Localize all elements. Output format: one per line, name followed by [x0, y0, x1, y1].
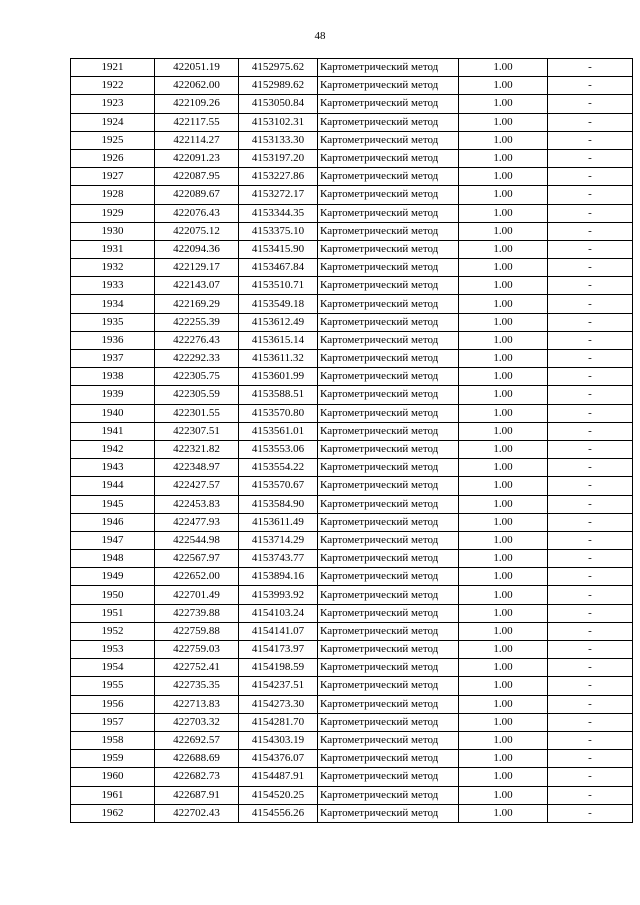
note-cell: - — [548, 204, 633, 222]
method-cell: Картометрический метод — [318, 77, 459, 95]
point-number-cell: 1938 — [71, 368, 155, 386]
y-coordinate-cell: 4153570.67 — [239, 477, 318, 495]
y-coordinate-cell: 4153272.17 — [239, 186, 318, 204]
x-coordinate-cell: 422114.27 — [155, 131, 239, 149]
point-number-cell: 1960 — [71, 768, 155, 786]
x-coordinate-cell: 422687.91 — [155, 786, 239, 804]
accuracy-cell: 1.00 — [459, 695, 548, 713]
table-row — [71, 440, 633, 458]
y-coordinate-cell: 4154520.25 — [239, 786, 318, 804]
y-coordinate-cell: 4153714.29 — [239, 531, 318, 549]
x-coordinate-cell: 422453.83 — [155, 495, 239, 513]
point-number-cell: 1934 — [71, 295, 155, 313]
method-cell: Картометрический метод — [318, 695, 459, 713]
table-row — [71, 222, 633, 240]
x-coordinate-cell: 422759.88 — [155, 622, 239, 640]
table-row — [71, 768, 633, 786]
table-row — [71, 459, 633, 477]
note-cell: - — [548, 586, 633, 604]
method-cell: Картометрический метод — [318, 204, 459, 222]
y-coordinate-cell: 4153467.84 — [239, 259, 318, 277]
method-cell: Картометрический метод — [318, 168, 459, 186]
y-coordinate-cell: 4154281.70 — [239, 713, 318, 731]
accuracy-cell: 1.00 — [459, 59, 548, 77]
note-cell: - — [548, 641, 633, 659]
note-cell: - — [548, 750, 633, 768]
point-number-cell: 1926 — [71, 149, 155, 167]
note-cell: - — [548, 59, 633, 77]
note-cell: - — [548, 459, 633, 477]
table-row — [71, 641, 633, 659]
table-row — [71, 368, 633, 386]
note-cell: - — [548, 659, 633, 677]
accuracy-cell: 1.00 — [459, 768, 548, 786]
y-coordinate-cell: 4154556.26 — [239, 804, 318, 822]
method-cell: Картометрический метод — [318, 459, 459, 477]
y-coordinate-cell: 4154198.59 — [239, 659, 318, 677]
method-cell: Картометрический метод — [318, 186, 459, 204]
x-coordinate-cell: 422305.59 — [155, 386, 239, 404]
page-number: 48 — [314, 30, 326, 42]
y-coordinate-cell: 4153584.90 — [239, 495, 318, 513]
table-row — [71, 422, 633, 440]
table-row — [71, 77, 633, 95]
method-cell: Картометрический метод — [318, 550, 459, 568]
x-coordinate-cell: 422682.73 — [155, 768, 239, 786]
method-cell: Картометрический метод — [318, 259, 459, 277]
x-coordinate-cell: 422701.49 — [155, 586, 239, 604]
table-row — [71, 513, 633, 531]
accuracy-cell: 1.00 — [459, 604, 548, 622]
accuracy-cell: 1.00 — [459, 659, 548, 677]
method-cell: Картометрический метод — [318, 131, 459, 149]
point-number-cell: 1957 — [71, 713, 155, 731]
x-coordinate-cell: 422143.07 — [155, 277, 239, 295]
accuracy-cell: 1.00 — [459, 295, 548, 313]
point-number-cell: 1952 — [71, 622, 155, 640]
method-cell: Картометрический метод — [318, 568, 459, 586]
method-cell: Картометрический метод — [318, 713, 459, 731]
method-cell: Картометрический метод — [318, 768, 459, 786]
point-number-cell: 1946 — [71, 513, 155, 531]
accuracy-cell: 1.00 — [459, 641, 548, 659]
accuracy-cell: 1.00 — [459, 404, 548, 422]
point-number-cell: 1956 — [71, 695, 155, 713]
table-row — [71, 386, 633, 404]
table-row — [71, 695, 633, 713]
table-row — [71, 350, 633, 368]
note-cell: - — [548, 531, 633, 549]
x-coordinate-cell: 422759.03 — [155, 641, 239, 659]
y-coordinate-cell: 4154376.07 — [239, 750, 318, 768]
accuracy-cell: 1.00 — [459, 277, 548, 295]
method-cell: Картометрический метод — [318, 440, 459, 458]
method-cell: Картометрический метод — [318, 295, 459, 313]
point-number-cell: 1933 — [71, 277, 155, 295]
point-number-cell: 1954 — [71, 659, 155, 677]
x-coordinate-cell: 422652.00 — [155, 568, 239, 586]
accuracy-cell: 1.00 — [459, 77, 548, 95]
x-coordinate-cell: 422735.35 — [155, 677, 239, 695]
method-cell: Картометрический метод — [318, 422, 459, 440]
point-number-cell: 1932 — [71, 259, 155, 277]
method-cell: Картометрический метод — [318, 313, 459, 331]
x-coordinate-cell: 422089.67 — [155, 186, 239, 204]
x-coordinate-cell: 422076.43 — [155, 204, 239, 222]
table-row — [71, 95, 633, 113]
y-coordinate-cell: 4153615.14 — [239, 331, 318, 349]
y-coordinate-cell: 4153553.06 — [239, 440, 318, 458]
method-cell: Картометрический метод — [318, 641, 459, 659]
accuracy-cell: 1.00 — [459, 804, 548, 822]
point-number-cell: 1935 — [71, 313, 155, 331]
note-cell: - — [548, 295, 633, 313]
note-cell: - — [548, 731, 633, 749]
point-number-cell: 1953 — [71, 641, 155, 659]
note-cell: - — [548, 568, 633, 586]
accuracy-cell: 1.00 — [459, 331, 548, 349]
note-cell: - — [548, 168, 633, 186]
x-coordinate-cell: 422348.97 — [155, 459, 239, 477]
note-cell: - — [548, 350, 633, 368]
point-number-cell: 1951 — [71, 604, 155, 622]
point-number-cell: 1962 — [71, 804, 155, 822]
point-number-cell: 1950 — [71, 586, 155, 604]
table-row — [71, 168, 633, 186]
y-coordinate-cell: 4153570.80 — [239, 404, 318, 422]
note-cell: - — [548, 550, 633, 568]
method-cell: Картометрический метод — [318, 277, 459, 295]
y-coordinate-cell: 4154103.24 — [239, 604, 318, 622]
y-coordinate-cell: 4153133.30 — [239, 131, 318, 149]
y-coordinate-cell: 4153375.10 — [239, 222, 318, 240]
accuracy-cell: 1.00 — [459, 386, 548, 404]
table-row — [71, 531, 633, 549]
method-cell: Картометрический метод — [318, 222, 459, 240]
x-coordinate-cell: 422321.82 — [155, 440, 239, 458]
note-cell: - — [548, 277, 633, 295]
point-number-cell: 1936 — [71, 331, 155, 349]
note-cell: - — [548, 368, 633, 386]
x-coordinate-cell: 422739.88 — [155, 604, 239, 622]
point-number-cell: 1939 — [71, 386, 155, 404]
note-cell: - — [548, 495, 633, 513]
x-coordinate-cell: 422091.23 — [155, 149, 239, 167]
x-coordinate-cell: 422129.17 — [155, 259, 239, 277]
x-coordinate-cell: 422276.43 — [155, 331, 239, 349]
x-coordinate-cell: 422087.95 — [155, 168, 239, 186]
x-coordinate-cell: 422075.12 — [155, 222, 239, 240]
note-cell: - — [548, 695, 633, 713]
x-coordinate-cell: 422688.69 — [155, 750, 239, 768]
x-coordinate-cell: 422255.39 — [155, 313, 239, 331]
table-row — [71, 295, 633, 313]
y-coordinate-cell: 4153611.32 — [239, 350, 318, 368]
point-number-cell: 1959 — [71, 750, 155, 768]
y-coordinate-cell: 4153415.90 — [239, 240, 318, 258]
accuracy-cell: 1.00 — [459, 459, 548, 477]
table-row — [71, 331, 633, 349]
point-number-cell: 1930 — [71, 222, 155, 240]
method-cell: Картометрический метод — [318, 404, 459, 422]
y-coordinate-cell: 4153993.92 — [239, 586, 318, 604]
point-number-cell: 1924 — [71, 113, 155, 131]
point-number-cell: 1929 — [71, 204, 155, 222]
x-coordinate-cell: 422169.29 — [155, 295, 239, 313]
method-cell: Картометрический метод — [318, 95, 459, 113]
point-number-cell: 1943 — [71, 459, 155, 477]
x-coordinate-cell: 422752.41 — [155, 659, 239, 677]
y-coordinate-cell: 4153588.51 — [239, 386, 318, 404]
point-number-cell: 1945 — [71, 495, 155, 513]
note-cell: - — [548, 331, 633, 349]
method-cell: Картометрический метод — [318, 331, 459, 349]
point-number-cell: 1941 — [71, 422, 155, 440]
x-coordinate-cell: 422301.55 — [155, 404, 239, 422]
method-cell: Картометрический метод — [318, 495, 459, 513]
y-coordinate-cell: 4153743.77 — [239, 550, 318, 568]
method-cell: Картометрический метод — [318, 350, 459, 368]
accuracy-cell: 1.00 — [459, 731, 548, 749]
point-number-cell: 1922 — [71, 77, 155, 95]
accuracy-cell: 1.00 — [459, 786, 548, 804]
table-body — [71, 59, 633, 823]
method-cell: Картометрический метод — [318, 59, 459, 77]
accuracy-cell: 1.00 — [459, 259, 548, 277]
accuracy-cell: 1.00 — [459, 713, 548, 731]
table-row — [71, 550, 633, 568]
accuracy-cell: 1.00 — [459, 131, 548, 149]
accuracy-cell: 1.00 — [459, 222, 548, 240]
note-cell: - — [548, 677, 633, 695]
note-cell: - — [548, 240, 633, 258]
note-cell: - — [548, 440, 633, 458]
x-coordinate-cell: 422567.97 — [155, 550, 239, 568]
y-coordinate-cell: 4153612.49 — [239, 313, 318, 331]
x-coordinate-cell: 422292.33 — [155, 350, 239, 368]
method-cell: Картометрический метод — [318, 677, 459, 695]
table-row — [71, 659, 633, 677]
point-number-cell: 1942 — [71, 440, 155, 458]
x-coordinate-cell: 422427.57 — [155, 477, 239, 495]
point-number-cell: 1940 — [71, 404, 155, 422]
accuracy-cell: 1.00 — [459, 350, 548, 368]
accuracy-cell: 1.00 — [459, 495, 548, 513]
accuracy-cell: 1.00 — [459, 531, 548, 549]
accuracy-cell: 1.00 — [459, 622, 548, 640]
table-row — [71, 731, 633, 749]
method-cell: Картометрический метод — [318, 804, 459, 822]
accuracy-cell: 1.00 — [459, 513, 548, 531]
y-coordinate-cell: 4153050.84 — [239, 95, 318, 113]
y-coordinate-cell: 4153227.86 — [239, 168, 318, 186]
method-cell: Картометрический метод — [318, 386, 459, 404]
table-row — [71, 786, 633, 804]
table-row — [71, 240, 633, 258]
accuracy-cell: 1.00 — [459, 440, 548, 458]
y-coordinate-cell: 4153611.49 — [239, 513, 318, 531]
method-cell: Картометрический метод — [318, 240, 459, 258]
x-coordinate-cell: 422544.98 — [155, 531, 239, 549]
note-cell: - — [548, 313, 633, 331]
method-cell: Картометрический метод — [318, 622, 459, 640]
y-coordinate-cell: 4153344.35 — [239, 204, 318, 222]
note-cell: - — [548, 149, 633, 167]
table-row — [71, 804, 633, 822]
table-row — [71, 313, 633, 331]
point-number-cell: 1927 — [71, 168, 155, 186]
accuracy-cell: 1.00 — [459, 186, 548, 204]
point-number-cell: 1923 — [71, 95, 155, 113]
y-coordinate-cell: 4154273.30 — [239, 695, 318, 713]
y-coordinate-cell: 4152975.62 — [239, 59, 318, 77]
x-coordinate-cell: 422062.00 — [155, 77, 239, 95]
table-row — [71, 713, 633, 731]
accuracy-cell: 1.00 — [459, 550, 548, 568]
table-row — [71, 750, 633, 768]
note-cell: - — [548, 386, 633, 404]
table-row — [71, 149, 633, 167]
note-cell: - — [548, 404, 633, 422]
note-cell: - — [548, 131, 633, 149]
note-cell: - — [548, 786, 633, 804]
note-cell: - — [548, 713, 633, 731]
table-row — [71, 131, 633, 149]
y-coordinate-cell: 4153197.20 — [239, 149, 318, 167]
accuracy-cell: 1.00 — [459, 168, 548, 186]
note-cell: - — [548, 604, 633, 622]
method-cell: Картометрический метод — [318, 586, 459, 604]
x-coordinate-cell: 422051.19 — [155, 59, 239, 77]
accuracy-cell: 1.00 — [459, 149, 548, 167]
note-cell: - — [548, 77, 633, 95]
y-coordinate-cell: 4154487.91 — [239, 768, 318, 786]
x-coordinate-cell: 422713.83 — [155, 695, 239, 713]
accuracy-cell: 1.00 — [459, 477, 548, 495]
y-coordinate-cell: 4153554.22 — [239, 459, 318, 477]
accuracy-cell: 1.00 — [459, 750, 548, 768]
x-coordinate-cell: 422305.75 — [155, 368, 239, 386]
point-number-cell: 1958 — [71, 731, 155, 749]
table-row — [71, 477, 633, 495]
accuracy-cell: 1.00 — [459, 240, 548, 258]
note-cell: - — [548, 622, 633, 640]
coordinates-table — [70, 58, 633, 823]
accuracy-cell: 1.00 — [459, 113, 548, 131]
method-cell: Картометрический метод — [318, 750, 459, 768]
method-cell: Картометрический метод — [318, 513, 459, 531]
note-cell: - — [548, 477, 633, 495]
table-row — [71, 677, 633, 695]
method-cell: Картометрический метод — [318, 786, 459, 804]
method-cell: Картометрический метод — [318, 477, 459, 495]
y-coordinate-cell: 4154237.51 — [239, 677, 318, 695]
x-coordinate-cell: 422692.57 — [155, 731, 239, 749]
accuracy-cell: 1.00 — [459, 204, 548, 222]
table-row — [71, 204, 633, 222]
table-row — [71, 259, 633, 277]
note-cell: - — [548, 222, 633, 240]
x-coordinate-cell: 422117.55 — [155, 113, 239, 131]
method-cell: Картометрический метод — [318, 149, 459, 167]
method-cell: Картометрический метод — [318, 604, 459, 622]
note-cell: - — [548, 513, 633, 531]
y-coordinate-cell: 4153894.16 — [239, 568, 318, 586]
note-cell: - — [548, 804, 633, 822]
table-row — [71, 622, 633, 640]
table-row — [71, 186, 633, 204]
table-row — [71, 586, 633, 604]
table-row — [71, 113, 633, 131]
y-coordinate-cell: 4152989.62 — [239, 77, 318, 95]
y-coordinate-cell: 4153510.71 — [239, 277, 318, 295]
x-coordinate-cell: 422702.43 — [155, 804, 239, 822]
y-coordinate-cell: 4154173.97 — [239, 641, 318, 659]
accuracy-cell: 1.00 — [459, 95, 548, 113]
method-cell: Картометрический метод — [318, 731, 459, 749]
accuracy-cell: 1.00 — [459, 568, 548, 586]
point-number-cell: 1928 — [71, 186, 155, 204]
accuracy-cell: 1.00 — [459, 586, 548, 604]
note-cell: - — [548, 259, 633, 277]
table-row — [71, 277, 633, 295]
point-number-cell: 1949 — [71, 568, 155, 586]
y-coordinate-cell: 4153561.01 — [239, 422, 318, 440]
point-number-cell: 1961 — [71, 786, 155, 804]
accuracy-cell: 1.00 — [459, 368, 548, 386]
table-row — [71, 59, 633, 77]
note-cell: - — [548, 422, 633, 440]
table-row — [71, 404, 633, 422]
note-cell: - — [548, 186, 633, 204]
accuracy-cell: 1.00 — [459, 422, 548, 440]
table-row — [71, 568, 633, 586]
point-number-cell: 1925 — [71, 131, 155, 149]
point-number-cell: 1921 — [71, 59, 155, 77]
table-row — [71, 604, 633, 622]
note-cell: - — [548, 95, 633, 113]
note-cell: - — [548, 113, 633, 131]
point-number-cell: 1948 — [71, 550, 155, 568]
table-row — [71, 495, 633, 513]
point-number-cell: 1937 — [71, 350, 155, 368]
x-coordinate-cell: 422477.93 — [155, 513, 239, 531]
method-cell: Картометрический метод — [318, 531, 459, 549]
accuracy-cell: 1.00 — [459, 677, 548, 695]
method-cell: Картометрический метод — [318, 659, 459, 677]
note-cell: - — [548, 768, 633, 786]
point-number-cell: 1944 — [71, 477, 155, 495]
x-coordinate-cell: 422094.36 — [155, 240, 239, 258]
y-coordinate-cell: 4154141.07 — [239, 622, 318, 640]
y-coordinate-cell: 4153102.31 — [239, 113, 318, 131]
accuracy-cell: 1.00 — [459, 313, 548, 331]
point-number-cell: 1955 — [71, 677, 155, 695]
point-number-cell: 1947 — [71, 531, 155, 549]
point-number-cell: 1931 — [71, 240, 155, 258]
x-coordinate-cell: 422703.32 — [155, 713, 239, 731]
method-cell: Картометрический метод — [318, 113, 459, 131]
y-coordinate-cell: 4153549.18 — [239, 295, 318, 313]
y-coordinate-cell: 4154303.19 — [239, 731, 318, 749]
x-coordinate-cell: 422109.26 — [155, 95, 239, 113]
y-coordinate-cell: 4153601.99 — [239, 368, 318, 386]
x-coordinate-cell: 422307.51 — [155, 422, 239, 440]
method-cell: Картометрический метод — [318, 368, 459, 386]
